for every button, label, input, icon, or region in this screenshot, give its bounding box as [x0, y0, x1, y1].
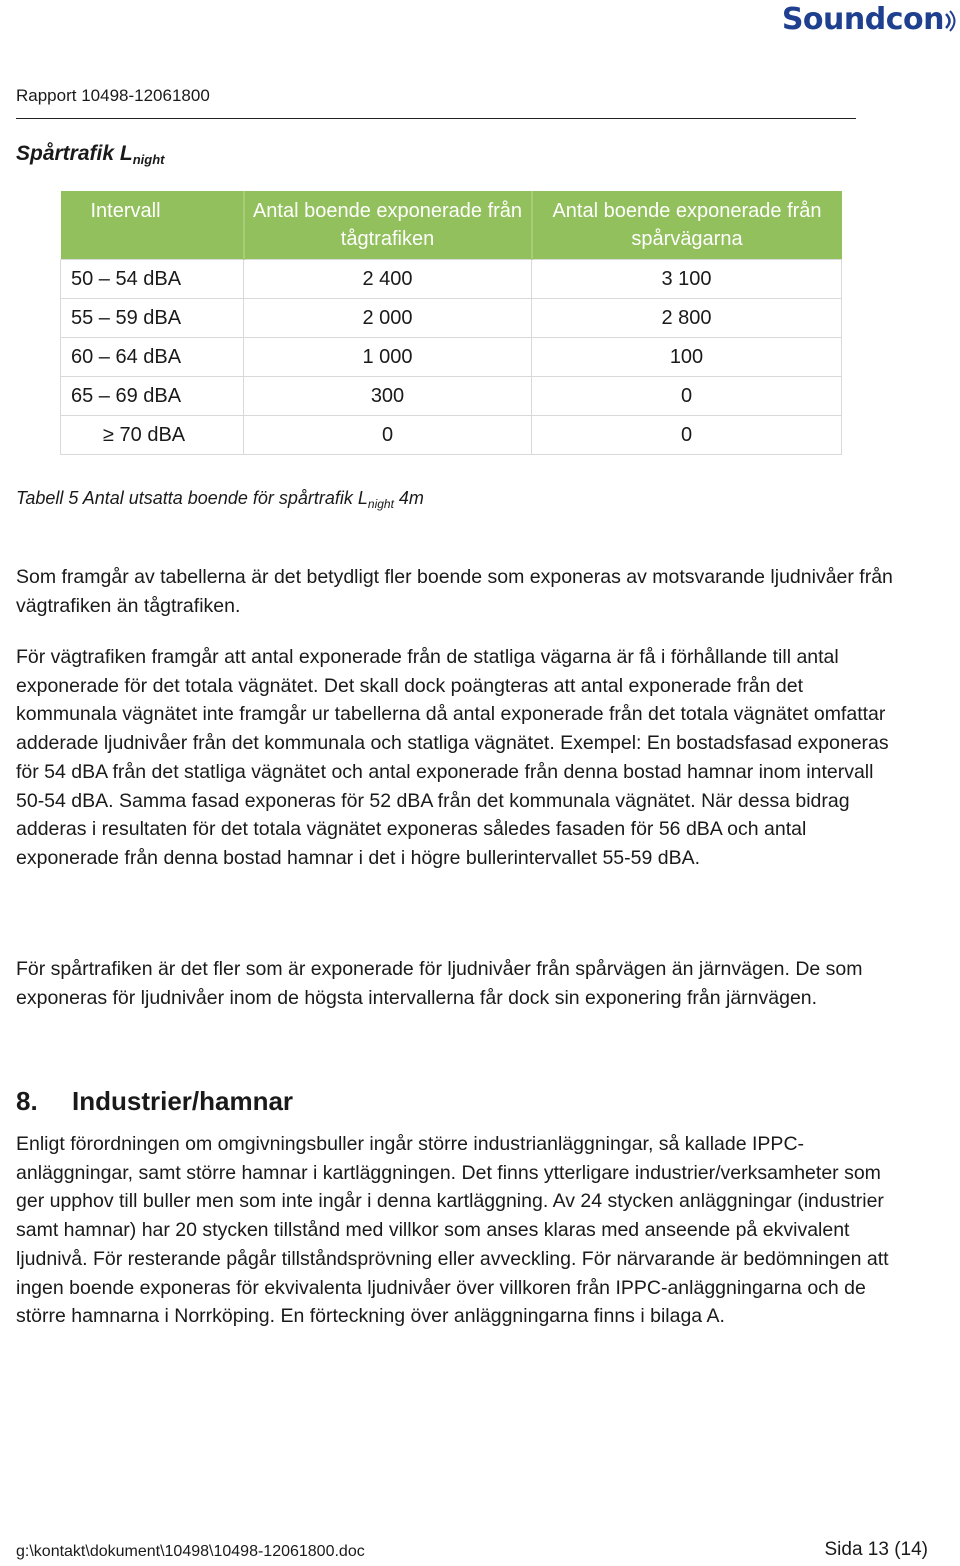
cell-interval: 65 – 69 dBA	[61, 377, 244, 416]
header-divider	[16, 118, 856, 119]
table-row	[61, 377, 842, 416]
section-title-text: Spårtrafik L	[16, 142, 133, 165]
cell-train: 1 000	[244, 338, 532, 377]
cell-tram: 100	[532, 338, 842, 377]
cell-train: 300	[244, 377, 532, 416]
paragraph-road-traffic: För vägtrafiken framgår att antal exponerade från de statliga vägarna är få i förhållande till antal exponerade för det totala vägnätet. Det skall dock poängteras att antal exponerade från det kommunala vägnätet inte framgår ur tabellerna då antal exponerade från det totala vägnätet omfattar adderade ljudnivåer från det kommunala och statliga vägnätet. Exempel: En bostadsfasad exponeras för 54 dBA från det statliga vägnätet och antal exponerade från denna bostad hamnar inom intervall 50-54 dBA. Samma fasad exponeras för 52 dBA från det kommunala vägnätet. När dessa bidrag adderas i resultaten för det totala vägnätet exponeras således fasaden för 56 dBA och antal exponerade från denna bostad hamnar i det i högre bullerintervallet 55-59 dBA.	[16, 646, 889, 869]
cell-train: 0	[244, 416, 532, 455]
column-header-tram: Antal boende exponerade från spårvägarna	[532, 191, 842, 260]
report-id: Rapport 10498-12061800	[16, 86, 210, 105]
cell-interval: ≥ 70 dBA	[61, 416, 244, 455]
caption-suffix: 4m	[393, 488, 424, 508]
caption-prefix: Tabell 5 Antal utsatta boende för spårtrafik L	[16, 488, 368, 508]
section-heading	[16, 1086, 293, 1117]
cell-interval: 50 – 54 dBA	[61, 260, 244, 299]
soundcon-logo	[782, 2, 956, 37]
cell-tram: 0	[532, 377, 842, 416]
cell-interval: 60 – 64 dBA	[61, 338, 244, 377]
table-row	[61, 260, 842, 299]
cell-train: 2 000	[244, 299, 532, 338]
cell-tram: 3 100	[532, 260, 842, 299]
paragraph-rail-traffic: För spårtrafiken är det fler som är exponerade för ljudnivåer från spårvägen än järnvägen. De som exponeras för ljudnivåer inom de högsta intervallerna får dock sin exponering från järnvägen.	[16, 958, 863, 1009]
cell-tram: 2 800	[532, 299, 842, 338]
cell-tram: 0	[532, 416, 842, 455]
table-header-row	[61, 191, 842, 260]
section-title	[16, 142, 164, 167]
table-caption	[16, 488, 424, 511]
table-row	[61, 299, 842, 338]
heading-title: Industrier/hamnar	[72, 1086, 294, 1116]
exposure-table	[60, 191, 842, 455]
sound-wave-icon	[944, 10, 956, 32]
footer-page-number: Sida 13 (14)	[824, 1539, 928, 1560]
footer-file-path: g:\kontakt\dokument\10498\10498-12061800.doc	[16, 1543, 365, 1560]
cell-interval: 55 – 59 dBA	[61, 299, 244, 338]
heading-number: 8.	[16, 1086, 38, 1116]
column-header-train: Antal boende exponerade från tågtrafiken	[244, 191, 532, 260]
column-header-interval: Intervall	[61, 191, 244, 260]
paragraph-comparison: Som framgår av tabellerna är det betydligt fler boende som exponeras av motsvarande ljudnivåer från vägtrafiken än tågtrafiken.	[16, 566, 893, 617]
cell-train: 2 400	[244, 260, 532, 299]
table-row	[61, 416, 842, 455]
section-title-subscript: night	[132, 152, 165, 167]
paragraph-industries: Enligt förordningen om omgivningsbuller ingår större industrianläggningar, så kallade IPPC-anläggningar, samt större hamnar i kartläggningen. Det finns ytterligare industrier/verksamheter som ger upphov till buller men som inte ingår i denna kartläggning. Av 24 stycken anläggningar (industrier samt hamnar) har 20 stycken tillstånd med villkor som anses klaras med anseende på ekvivalent ljudnivå. För resterande pågår tillståndsprövning eller avveckling. För närvarande är bedömningen att ingen boende exponeras för ekvivalenta ljudnivåer över villkoren från IPPC-anläggningarna och de större hamnarna i Norrköping. En förteckning över anläggningarna finns i bilaga A.	[16, 1133, 889, 1328]
caption-subscript: night	[367, 497, 394, 511]
table-row	[61, 338, 842, 377]
logo-text: Soundcon	[781, 2, 944, 37]
